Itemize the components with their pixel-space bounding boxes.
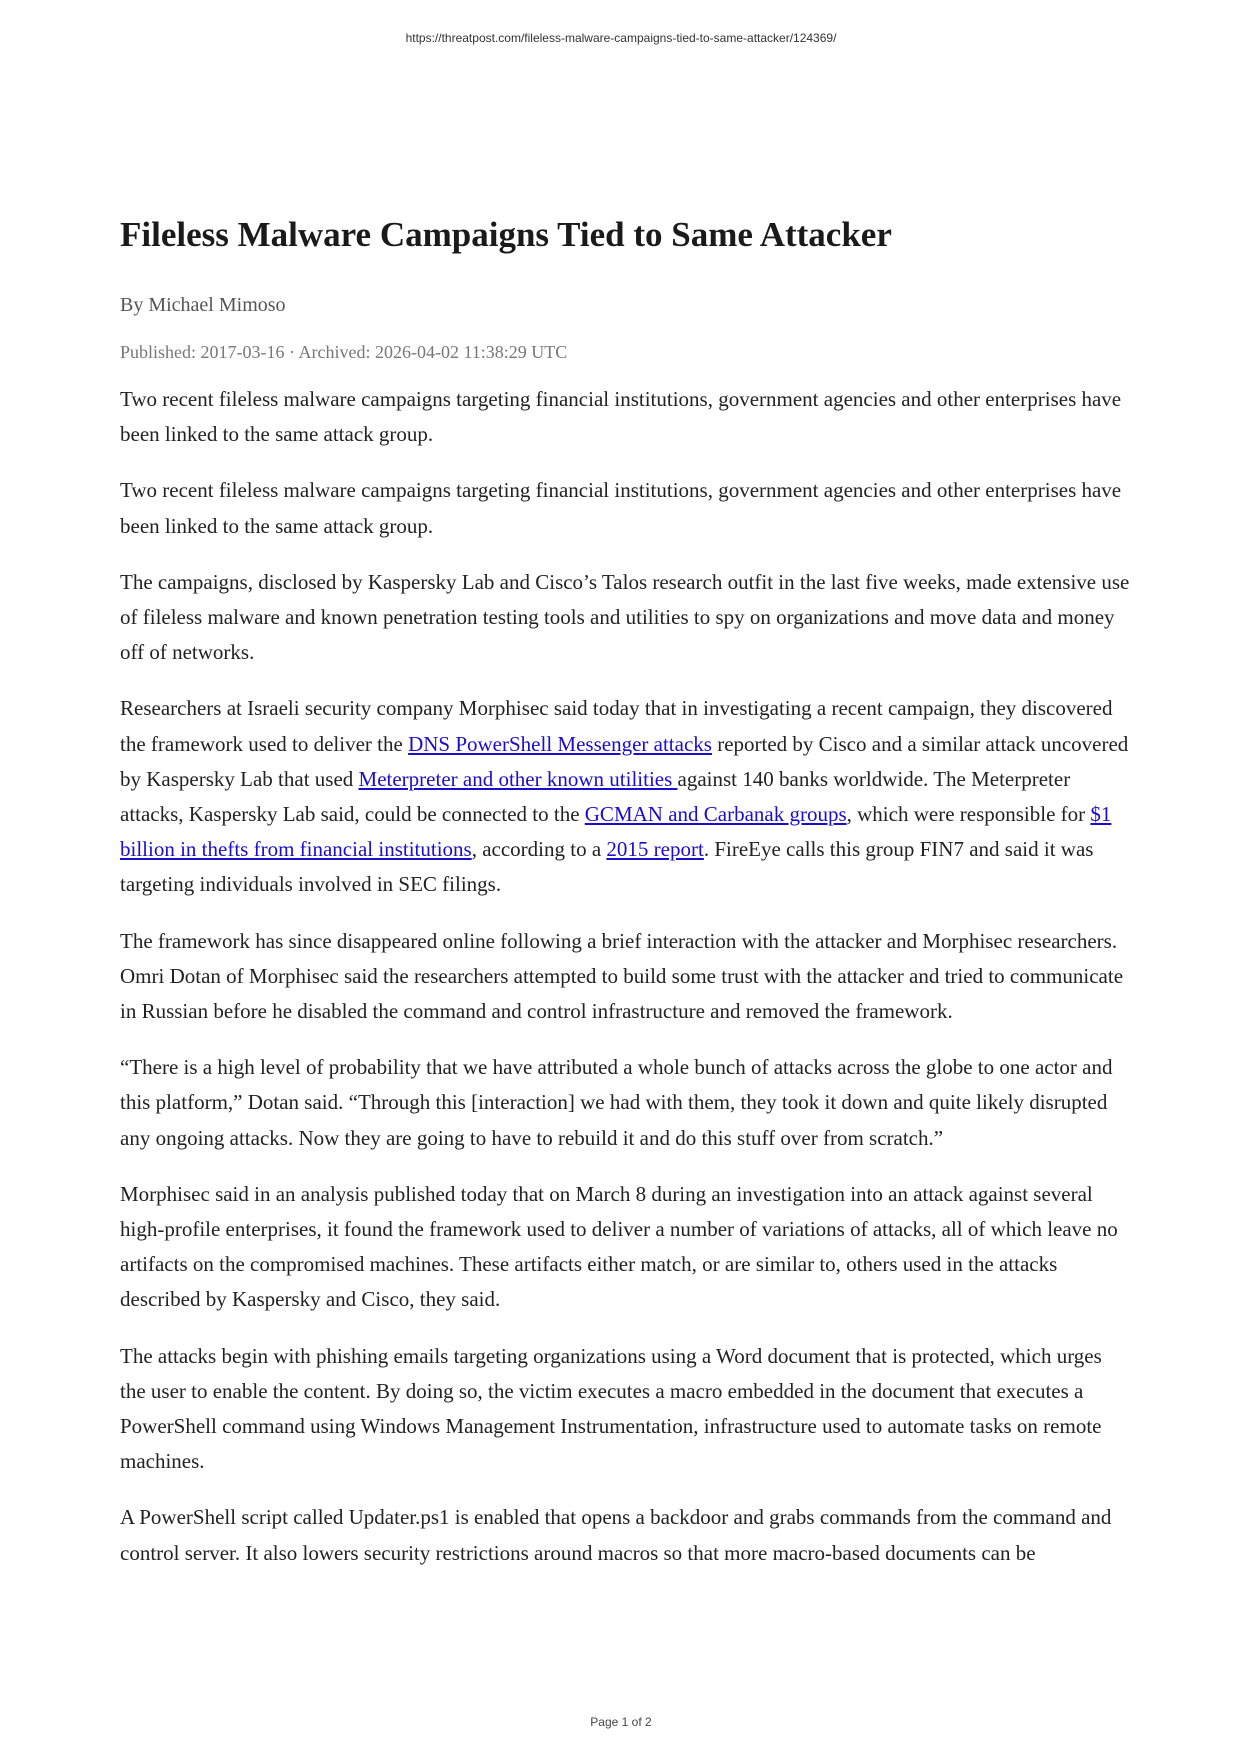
article-byline: By Michael Mimoso	[120, 294, 286, 316]
meterpreter-utilities-link[interactable]: Meterpreter and other known utilities	[358, 766, 678, 791]
paragraph: The framework has since disappeared online following a brief interaction with the attacker and Morphisec researchers. Omri Dotan of Morphisec said the researchers attempted to build some trust with the attacker and tried to communicate in Russian before he disabled the command and control infrastructure and removed the framework.	[120, 928, 1124, 1024]
paragraph-text: reported by Cisco and a similar attack uncovered by Kaspersky Lab that used	[120, 731, 1129, 791]
paragraph-text: . FireEye calls this group FIN7 and said it was targeting individuals involved in SEC filings.	[120, 837, 1094, 897]
page-url: https://threatpost.com/fileless-malware-campaigns-tied-to-same-attacker/124369/	[405, 31, 837, 45]
paragraph: The campaigns, disclosed by Kaspersky Lab and Cisco’s Talos research outfit in the last five weeks, made extensive use of fileless malware and known penetration testing tools and utilities to spy on organizations and move data and money off of networks.	[120, 569, 1130, 665]
paragraph: Morphisec said in an analysis published today that on March 8 during an investigation into an attack against several high-profile enterprises, it found the framework used to deliver a number of variations of attacks, all of which leave no artifacts on the compromised machines. These artifacts either match, or are similar to, others used in the attacks described by Kaspersky and Cisco, they said.	[120, 1181, 1118, 1312]
gcman-carbanak-link[interactable]: GCMAN and Carbanak groups	[584, 802, 847, 827]
dns-powershell-messenger-link[interactable]: DNS PowerShell Messenger attacks	[408, 731, 712, 756]
paragraph-text: , according to a	[471, 837, 607, 862]
paragraph: Two recent fileless malware campaigns targeting financial institutions, government agencies and other enterprises have been linked to the same attack group.	[120, 387, 1122, 447]
article-title: Fileless Malware Campaigns Tied to Same Attacker	[120, 215, 892, 254]
paragraph	[120, 691, 1130, 902]
article	[120, 212, 1130, 1592]
article-meta: Published: 2017-03-16 · Archived: 2026-04-02 11:38:29 UTC	[120, 342, 568, 362]
article-body	[120, 382, 1130, 1571]
page-number: Page 1 of 2	[590, 1715, 652, 1729]
paragraph-text: , which were responsible for	[846, 802, 1091, 827]
paragraph-text: against 140 banks worldwide. The Meterpreter attacks, Kaspersky Lab said, could be connected to the	[120, 766, 1071, 827]
2015-report-link[interactable]: 2015 report	[606, 837, 704, 862]
paragraph-text: Researchers at Israeli security company Morphisec said today that in investigating a recent campaign, they discovered the framework used to deliver the	[120, 696, 1113, 756]
billion-thefts-link[interactable]: $1 billion in thefts from financial institutions	[120, 802, 1112, 862]
paragraph: Two recent fileless malware campaigns targeting financial institutions, government agencies and other enterprises have been linked to the same attack group.	[120, 478, 1122, 538]
paragraph: The attacks begin with phishing emails targeting organizations using a Word document that is protected, which urges the user to enable the content. By doing so, the victim executes a macro embedded in the document that executes a PowerShell command using Windows Management Instrumentation, infrastructure used to automate tasks on remote machines.	[120, 1343, 1102, 1474]
paragraph: “There is a high level of probability that we have attributed a whole bunch of attacks across the globe to one actor and this platform,” Dotan said. “Through this [interaction] we had with them, they took it down and quite likely disrupted any ongoing attacks. Now they are going to have to rebuild it and do this stuff over from scratch.”	[120, 1055, 1113, 1150]
paragraph: A PowerShell script called Updater.ps1 is enabled that opens a backdoor and grabs commands from the command and control server. It also lowers security restrictions around macros so that more macro-based documents can be	[120, 1505, 1112, 1565]
